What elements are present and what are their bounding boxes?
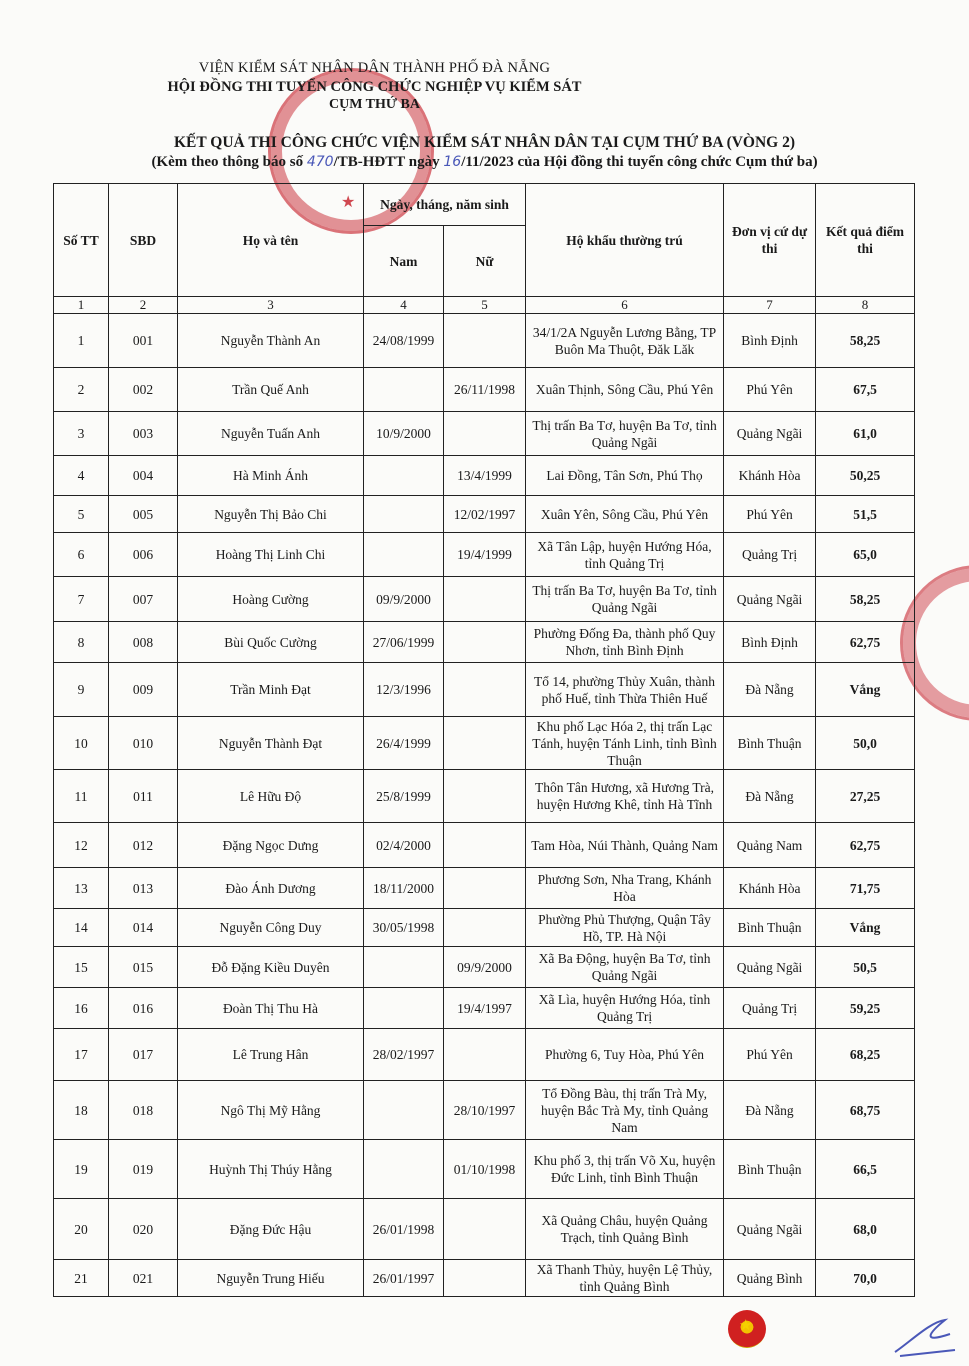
table-row <box>54 1140 915 1199</box>
row-address: Xuân Yên, Sông Cầu, Phú Yên <box>526 496 724 533</box>
row-sbd: 019 <box>109 1140 178 1199</box>
row-dob-male <box>364 947 444 988</box>
document-subtitle: (Kèm theo thông báo số 470/TB-HĐTT ngày 16/11/2023 của Hội đồng thi tuyển công chức Cụm thứ ba) <box>151 154 818 170</box>
row-name: Ngô Thị Mỹ Hằng <box>178 1081 364 1140</box>
row-dob-female: 01/10/1998 <box>444 1140 526 1199</box>
row-stt: 7 <box>54 577 109 622</box>
row-stt: 15 <box>54 947 109 988</box>
results-table <box>53 183 915 1297</box>
row-sbd: 021 <box>109 1260 178 1297</box>
row-unit: Bình Định <box>724 314 816 368</box>
row-sbd: 004 <box>109 456 178 496</box>
row-dob-male <box>364 456 444 496</box>
column-number: 4 <box>364 297 444 314</box>
table-row <box>54 909 915 947</box>
header-female: Nữ <box>444 226 526 297</box>
row-dob-female <box>444 663 526 717</box>
row-score: 62,75 <box>816 622 915 663</box>
row-name: Bùi Quốc Cường <box>178 622 364 663</box>
row-unit: Khánh Hòa <box>724 456 816 496</box>
row-name: Đoàn Thị Thu Hà <box>178 988 364 1029</box>
row-stt: 6 <box>54 533 109 577</box>
row-unit: Đà Nẵng <box>724 663 816 717</box>
row-name: Nguyễn Thị Bảo Chi <box>178 496 364 533</box>
row-score: 62,75 <box>816 823 915 868</box>
row-name: Nguyễn Tuấn Anh <box>178 412 364 456</box>
row-score: 50,25 <box>816 456 915 496</box>
row-unit: Khánh Hòa <box>724 868 816 909</box>
table-row <box>54 412 915 456</box>
row-dob-female: 19/4/1997 <box>444 988 526 1029</box>
row-stt: 11 <box>54 770 109 823</box>
row-address: Lai Đồng, Tân Sơn, Phú Thọ <box>526 456 724 496</box>
row-address: Xã Ba Động, huyện Ba Tơ, tỉnh Quảng Ngãi <box>526 947 724 988</box>
row-unit: Đà Nẵng <box>724 1081 816 1140</box>
row-address: Xã Quảng Châu, huyện Quảng Trạch, tỉnh Quảng Bình <box>526 1199 724 1260</box>
table-row <box>54 868 915 909</box>
column-number: 7 <box>724 297 816 314</box>
row-stt: 16 <box>54 988 109 1029</box>
row-dob-male: 02/4/2000 <box>364 823 444 868</box>
row-stt: 21 <box>54 1260 109 1297</box>
row-name: Nguyễn Công Duy <box>178 909 364 947</box>
row-dob-male <box>364 533 444 577</box>
table-row <box>54 770 915 823</box>
row-unit: Quảng Trị <box>724 533 816 577</box>
row-dob-female <box>444 909 526 947</box>
row-stt: 5 <box>54 496 109 533</box>
handwritten-day: 16 <box>443 154 462 170</box>
agency-name: VIỆN KIỂM SÁT NHÂN DÂN THÀNH PHỐ ĐÀ NẴNG <box>198 60 551 76</box>
row-unit: Đà Nẵng <box>724 770 816 823</box>
row-address: Phương Sơn, Nha Trang, Khánh Hòa <box>526 868 724 909</box>
row-dob-male <box>364 1081 444 1140</box>
row-address: Phường Phủ Thượng, Quận Tây Hồ, TP. Hà Nội <box>526 909 724 947</box>
row-name: Nguyễn Trung Hiếu <box>178 1260 364 1297</box>
table-row <box>54 1081 915 1140</box>
row-sbd: 005 <box>109 496 178 533</box>
header-score: Kết quả điểm thi <box>816 184 915 297</box>
row-score: 71,75 <box>816 868 915 909</box>
handwritten-number: 470 <box>306 154 334 170</box>
table-row <box>54 1260 915 1297</box>
row-score: 61,0 <box>816 412 915 456</box>
row-score: 58,25 <box>816 314 915 368</box>
row-sbd: 015 <box>109 947 178 988</box>
row-dob-male <box>364 1140 444 1199</box>
row-stt: 2 <box>54 368 109 412</box>
row-dob-female <box>444 717 526 770</box>
row-unit: Quảng Ngãi <box>724 947 816 988</box>
column-number: 5 <box>444 297 526 314</box>
table-row <box>54 988 915 1029</box>
column-number: 3 <box>178 297 364 314</box>
row-dob-male: 12/3/1996 <box>364 663 444 717</box>
row-dob-female: 26/11/1998 <box>444 368 526 412</box>
row-name: Đào Ánh Dương <box>178 868 364 909</box>
row-unit: Bình Định <box>724 622 816 663</box>
row-sbd: 012 <box>109 823 178 868</box>
row-address: Xã Lìa, huyện Hướng Hóa, tỉnh Quảng Trị <box>526 988 724 1029</box>
row-dob-female <box>444 1260 526 1297</box>
row-unit: Quảng Ngãi <box>724 577 816 622</box>
row-stt: 1 <box>54 314 109 368</box>
row-stt: 3 <box>54 412 109 456</box>
row-address: Tổ Đồng Bàu, thị trấn Trà My, huyện Bắc Trà My, tỉnh Quảng Nam <box>526 1081 724 1140</box>
row-dob-female <box>444 1029 526 1081</box>
row-score: 66,5 <box>816 1140 915 1199</box>
row-stt: 12 <box>54 823 109 868</box>
row-stt: 13 <box>54 868 109 909</box>
signature-mark <box>890 1312 960 1362</box>
row-dob-female <box>444 868 526 909</box>
row-dob-female <box>444 622 526 663</box>
row-score: 68,25 <box>816 1029 915 1081</box>
row-score: Vắng <box>816 909 915 947</box>
column-number: 6 <box>526 297 724 314</box>
header-male: Nam <box>364 226 444 297</box>
row-sbd: 002 <box>109 368 178 412</box>
row-address: Phường Đống Đa, thành phố Quy Nhơn, tỉnh Bình Định <box>526 622 724 663</box>
row-sbd: 018 <box>109 1081 178 1140</box>
header-dob: Ngày, tháng, năm sinh <box>364 184 526 226</box>
row-dob-female: 19/4/1999 <box>444 533 526 577</box>
row-sbd: 011 <box>109 770 178 823</box>
column-number-row <box>54 297 915 314</box>
row-sbd: 013 <box>109 868 178 909</box>
row-address: Xuân Thịnh, Sông Cầu, Phú Yên <box>526 368 724 412</box>
row-score: Vắng <box>816 663 915 717</box>
row-dob-male: 25/8/1999 <box>364 770 444 823</box>
row-dob-male: 24/08/1999 <box>364 314 444 368</box>
row-score: 58,25 <box>816 577 915 622</box>
row-name: Đặng Ngọc Dưng <box>178 823 364 868</box>
row-address: Phường 6, Tuy Hòa, Phú Yên <box>526 1029 724 1081</box>
row-dob-male <box>364 988 444 1029</box>
row-score: 51,5 <box>816 496 915 533</box>
table-row <box>54 622 915 663</box>
emblem-star-icon: ★ <box>739 1318 753 1334</box>
row-stt: 8 <box>54 622 109 663</box>
table-row <box>54 368 915 412</box>
row-score: 59,25 <box>816 988 915 1029</box>
row-dob-male <box>364 496 444 533</box>
row-stt: 14 <box>54 909 109 947</box>
row-score: 68,0 <box>816 1199 915 1260</box>
table-row <box>54 577 915 622</box>
row-dob-female: 13/4/1999 <box>444 456 526 496</box>
column-number: 1 <box>54 297 109 314</box>
row-unit: Bình Thuận <box>724 717 816 770</box>
row-name: Hoàng Cường <box>178 577 364 622</box>
row-dob-male: 26/01/1998 <box>364 1199 444 1260</box>
row-dob-female: 12/02/1997 <box>444 496 526 533</box>
row-address: Thị trấn Ba Tơ, huyện Ba Tơ, tỉnh Quảng Ngãi <box>526 577 724 622</box>
table-row <box>54 947 915 988</box>
cluster-name: CỤM THỨ BA <box>329 97 420 112</box>
row-sbd: 009 <box>109 663 178 717</box>
row-dob-male: 10/9/2000 <box>364 412 444 456</box>
header-stt: Số TT <box>54 184 109 297</box>
council-name: HỘI ĐỒNG THI TUYỂN CÔNG CHỨC NGHIỆP VỤ KIỂM SÁT <box>167 79 582 95</box>
row-address: 34/1/2A Nguyễn Lương Bằng, TP Buôn Ma Thuột, Đăk Lăk <box>526 314 724 368</box>
row-name: Trần Minh Đạt <box>178 663 364 717</box>
row-score: 68,75 <box>816 1081 915 1140</box>
row-address: Khu phố 3, thị trấn Võ Xu, huyện Đức Linh, tỉnh Bình Thuận <box>526 1140 724 1199</box>
row-unit: Quảng Nam <box>724 823 816 868</box>
table-row <box>54 823 915 868</box>
header-address: Hộ khẩu thường trú <box>526 184 724 297</box>
row-address: Xã Thanh Thủy, huyện Lệ Thủy, tỉnh Quảng Bình <box>526 1260 724 1297</box>
row-sbd: 010 <box>109 717 178 770</box>
document-title: KẾT QUẢ THI CÔNG CHỨC VIỆN KIỂM SÁT NHÂN DÂN TẠI CỤM THỨ BA (VÒNG 2) <box>173 134 796 151</box>
table-row <box>54 1029 915 1081</box>
row-dob-female: 09/9/2000 <box>444 947 526 988</box>
header-name: Họ và tên <box>178 184 364 297</box>
row-stt: 20 <box>54 1199 109 1260</box>
row-unit: Quảng Trị <box>724 988 816 1029</box>
row-dob-male: 27/06/1999 <box>364 622 444 663</box>
row-unit: Quảng Bình <box>724 1260 816 1297</box>
row-sbd: 008 <box>109 622 178 663</box>
row-dob-male: 09/9/2000 <box>364 577 444 622</box>
row-dob-female <box>444 412 526 456</box>
row-unit: Phú Yên <box>724 496 816 533</box>
row-sbd: 007 <box>109 577 178 622</box>
row-dob-female: 28/10/1997 <box>444 1081 526 1140</box>
row-dob-female <box>444 823 526 868</box>
row-address: Thôn Tân Hương, xã Hương Trà, huyện Hương Khê, tỉnh Hà Tĩnh <box>526 770 724 823</box>
row-dob-male: 28/02/1997 <box>364 1029 444 1081</box>
row-name: Nguyễn Thành An <box>178 314 364 368</box>
row-sbd: 020 <box>109 1199 178 1260</box>
row-name: Đỗ Đặng Kiều Duyên <box>178 947 364 988</box>
row-unit: Bình Thuận <box>724 909 816 947</box>
row-address: Tam Hòa, Núi Thành, Quảng Nam <box>526 823 724 868</box>
row-dob-female <box>444 770 526 823</box>
row-stt: 4 <box>54 456 109 496</box>
row-stt: 10 <box>54 717 109 770</box>
row-unit: Quảng Ngãi <box>724 1199 816 1260</box>
table-row <box>54 1199 915 1260</box>
row-unit: Phú Yên <box>724 368 816 412</box>
row-sbd: 006 <box>109 533 178 577</box>
row-dob-male <box>364 368 444 412</box>
row-sbd: 003 <box>109 412 178 456</box>
row-address: Xã Tân Lập, huyện Hướng Hóa, tỉnh Quảng Trị <box>526 533 724 577</box>
table-row <box>54 314 915 368</box>
table-row <box>54 496 915 533</box>
seal-star-icon: ★ <box>341 194 356 211</box>
row-unit: Bình Thuận <box>724 1140 816 1199</box>
table-row <box>54 533 915 577</box>
row-address: Thị trấn Ba Tơ, huyện Ba Tơ, tỉnh Quảng Ngãi <box>526 412 724 456</box>
row-score: 27,25 <box>816 770 915 823</box>
table-row <box>54 456 915 496</box>
row-name: Lê Trung Hân <box>178 1029 364 1081</box>
header-sbd: SBD <box>109 184 178 297</box>
header-unit: Đơn vị cứ dự thi <box>724 184 816 297</box>
row-sbd: 016 <box>109 988 178 1029</box>
row-name: Nguyễn Thành Đạt <box>178 717 364 770</box>
row-dob-male: 26/4/1999 <box>364 717 444 770</box>
row-name: Lê Hữu Độ <box>178 770 364 823</box>
row-name: Hà Minh Ánh <box>178 456 364 496</box>
table-row <box>54 663 915 717</box>
row-dob-male: 18/11/2000 <box>364 868 444 909</box>
row-address: Khu phố Lạc Hóa 2, thị trấn Lạc Tánh, huyện Tánh Linh, tỉnh Bình Thuận <box>526 717 724 770</box>
row-stt: 19 <box>54 1140 109 1199</box>
row-stt: 9 <box>54 663 109 717</box>
row-dob-male: 26/01/1997 <box>364 1260 444 1297</box>
row-score: 70,0 <box>816 1260 915 1297</box>
row-stt: 18 <box>54 1081 109 1140</box>
row-name: Đặng Đức Hậu <box>178 1199 364 1260</box>
column-number: 2 <box>109 297 178 314</box>
row-dob-female <box>444 314 526 368</box>
table-row <box>54 717 915 770</box>
row-name: Trần Quế Anh <box>178 368 364 412</box>
row-sbd: 017 <box>109 1029 178 1081</box>
row-dob-female <box>444 1199 526 1260</box>
row-score: 50,5 <box>816 947 915 988</box>
row-score: 50,0 <box>816 717 915 770</box>
row-name: Hoàng Thị Linh Chi <box>178 533 364 577</box>
row-sbd: 001 <box>109 314 178 368</box>
row-address: Tổ 14, phường Thủy Xuân, thành phố Huế, tỉnh Thừa Thiên Huế <box>526 663 724 717</box>
column-number: 8 <box>816 297 915 314</box>
row-stt: 17 <box>54 1029 109 1081</box>
row-dob-female <box>444 577 526 622</box>
row-sbd: 014 <box>109 909 178 947</box>
row-unit: Phú Yên <box>724 1029 816 1081</box>
row-score: 67,5 <box>816 368 915 412</box>
row-unit: Quảng Ngãi <box>724 412 816 456</box>
row-name: Huỳnh Thị Thúy Hằng <box>178 1140 364 1199</box>
row-dob-male: 30/05/1998 <box>364 909 444 947</box>
row-score: 65,0 <box>816 533 915 577</box>
